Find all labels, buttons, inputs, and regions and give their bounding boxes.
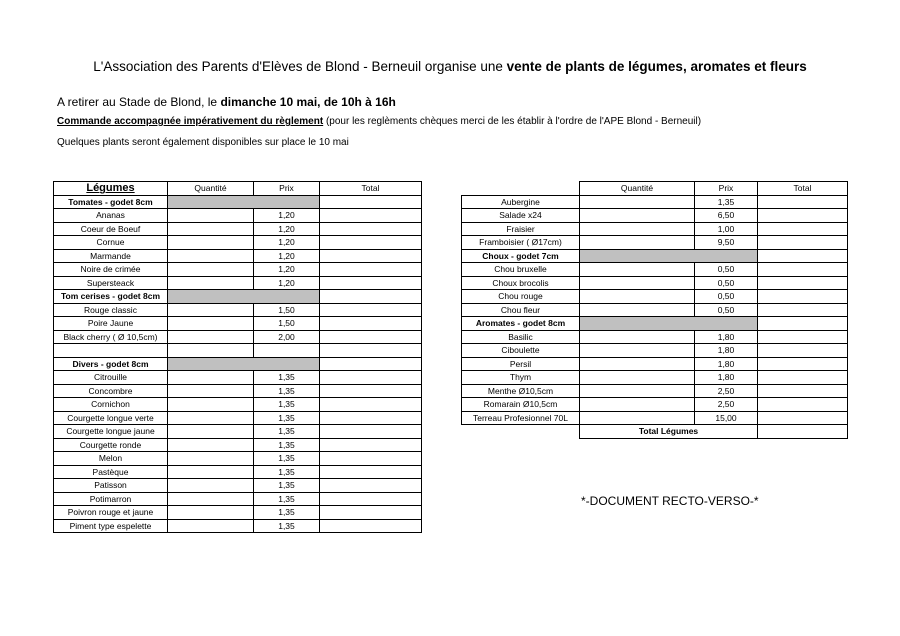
- section-label: Tomates - godet 8cm: [54, 195, 168, 209]
- item-name: [54, 344, 168, 358]
- table-row: [54, 384, 422, 398]
- item-name: Marmande: [54, 249, 168, 263]
- table-row: [462, 344, 848, 358]
- table-row: [54, 249, 422, 263]
- price-cell: 1,20: [254, 222, 320, 236]
- quantity-cell[interactable]: [168, 344, 254, 358]
- quantity-cell[interactable]: [580, 195, 695, 209]
- table-row: [462, 263, 848, 277]
- item-name: Poivron rouge et jaune: [54, 506, 168, 520]
- price-cell: 0,50: [695, 290, 758, 304]
- item-name: Piment type espelette: [54, 519, 168, 533]
- item-name: Cornue: [54, 236, 168, 250]
- table-row: [54, 236, 422, 250]
- total-cell[interactable]: [758, 276, 848, 290]
- section-fill: [580, 317, 758, 331]
- item-name: Chou bruxelle: [462, 263, 580, 277]
- quantity-cell[interactable]: [168, 411, 254, 425]
- item-name: Black cherry ( Ø 10,5cm): [54, 330, 168, 344]
- item-name: Salade x24: [462, 209, 580, 223]
- blank-cell: [462, 425, 580, 439]
- section-fill: [168, 195, 320, 209]
- quantity-cell[interactable]: [168, 519, 254, 533]
- column-header: Total: [758, 182, 848, 196]
- quantity-cell[interactable]: [580, 344, 695, 358]
- item-name: Coeur de Boeuf: [54, 222, 168, 236]
- total-cell[interactable]: [320, 519, 422, 533]
- price-cell: 2,00: [254, 330, 320, 344]
- section-row: [462, 317, 848, 331]
- quantity-cell[interactable]: [168, 506, 254, 520]
- total-cell[interactable]: [758, 357, 848, 371]
- price-cell: [254, 344, 320, 358]
- total-cell[interactable]: [758, 344, 848, 358]
- total-cell[interactable]: [758, 411, 848, 425]
- grand-total-cell[interactable]: [758, 425, 848, 439]
- price-cell: 0,50: [695, 263, 758, 277]
- total-cell[interactable]: [320, 492, 422, 506]
- quantity-cell[interactable]: [168, 276, 254, 290]
- total-cell[interactable]: [320, 303, 422, 317]
- table-header-row: [54, 182, 422, 196]
- total-cell[interactable]: [320, 371, 422, 385]
- quantity-cell[interactable]: [168, 384, 254, 398]
- price-cell: 1,35: [254, 492, 320, 506]
- item-name: Romarain Ø10,5cm: [462, 398, 580, 412]
- table-row: [54, 492, 422, 506]
- price-cell: 1,50: [254, 303, 320, 317]
- price-cell: 0,50: [695, 303, 758, 317]
- quantity-cell[interactable]: [168, 249, 254, 263]
- item-name: Courgette longue jaune: [54, 425, 168, 439]
- table-row: [462, 222, 848, 236]
- vegetables-order-table: [53, 181, 422, 533]
- table-row: [462, 411, 848, 425]
- price-cell: 1,35: [254, 425, 320, 439]
- price-cell: 1,00: [695, 222, 758, 236]
- quantity-cell[interactable]: [168, 492, 254, 506]
- total-cell[interactable]: [320, 465, 422, 479]
- section-label: Tom cerises - godet 8cm: [54, 290, 168, 304]
- quantity-cell[interactable]: [580, 371, 695, 385]
- section-row: [54, 290, 422, 304]
- price-cell: 1,35: [254, 398, 320, 412]
- item-name: Framboisier ( Ø17cm): [462, 236, 580, 250]
- table-row: [462, 209, 848, 223]
- item-name: Pastèque: [54, 465, 168, 479]
- table-row: [54, 519, 422, 533]
- quantity-cell[interactable]: [168, 263, 254, 277]
- section-fill: [580, 249, 758, 263]
- total-cell[interactable]: [320, 330, 422, 344]
- total-cell[interactable]: [320, 384, 422, 398]
- column-header: Quantité: [580, 182, 695, 196]
- total-cell[interactable]: [758, 398, 848, 412]
- table-row: [54, 398, 422, 412]
- section-row: [54, 357, 422, 371]
- table-row: [54, 330, 422, 344]
- item-name: Menthe Ø10,5cm: [462, 384, 580, 398]
- column-header: Légumes: [54, 182, 168, 196]
- item-name: Ciboulette: [462, 344, 580, 358]
- table-row: [462, 276, 848, 290]
- price-cell: 2,50: [695, 398, 758, 412]
- column-header: Quantité: [168, 182, 254, 196]
- price-cell: 1,35: [254, 452, 320, 466]
- quantity-cell[interactable]: [168, 371, 254, 385]
- section-fill: [168, 357, 320, 371]
- pickup-info: A retirer au Stade de Blond, le dimanche 10 mai, de 10h à 16h: [57, 95, 396, 109]
- price-cell: 0,50: [695, 276, 758, 290]
- quantity-cell[interactable]: [168, 438, 254, 452]
- price-cell: 1,80: [695, 344, 758, 358]
- quantity-cell[interactable]: [580, 222, 695, 236]
- item-name: Noire de crimée: [54, 263, 168, 277]
- availability-note: Quelques plants seront également disponibles sur place le 10 mai: [57, 137, 349, 148]
- quantity-cell[interactable]: [168, 222, 254, 236]
- total-cell[interactable]: [758, 195, 848, 209]
- section-label: Choux - godet 7cm: [462, 249, 580, 263]
- table-row: [54, 263, 422, 277]
- quantity-cell[interactable]: [580, 276, 695, 290]
- total-cell[interactable]: [758, 209, 848, 223]
- item-name: Choux brocolis: [462, 276, 580, 290]
- item-name: Courgette longue verte: [54, 411, 168, 425]
- total-cell[interactable]: [758, 222, 848, 236]
- table-row: [54, 438, 422, 452]
- quantity-cell[interactable]: [580, 303, 695, 317]
- column-header: Total: [320, 182, 422, 196]
- quantity-cell[interactable]: [580, 411, 695, 425]
- price-cell: 1,35: [254, 506, 320, 520]
- column-header: [462, 182, 580, 196]
- total-cell[interactable]: [320, 411, 422, 425]
- item-name: Chou fleur: [462, 303, 580, 317]
- quantity-cell[interactable]: [168, 425, 254, 439]
- quantity-cell[interactable]: [580, 357, 695, 371]
- item-name: Courgette ronde: [54, 438, 168, 452]
- price-cell: 1,35: [254, 384, 320, 398]
- total-cell[interactable]: [320, 398, 422, 412]
- quantity-cell[interactable]: [580, 384, 695, 398]
- price-cell: 1,35: [254, 479, 320, 493]
- price-cell: 9,50: [695, 236, 758, 250]
- table-row: [54, 411, 422, 425]
- total-cell[interactable]: [320, 236, 422, 250]
- price-cell: 1,20: [254, 209, 320, 223]
- total-cell[interactable]: [320, 317, 422, 331]
- table-row: [54, 425, 422, 439]
- price-cell: 1,20: [254, 263, 320, 277]
- item-name: Poire Jaune: [54, 317, 168, 331]
- quantity-cell[interactable]: [168, 452, 254, 466]
- total-cell[interactable]: [758, 303, 848, 317]
- table-row: [54, 222, 422, 236]
- total-cell[interactable]: [758, 317, 848, 331]
- section-label: Divers - godet 8cm: [54, 357, 168, 371]
- price-cell: 1,20: [254, 236, 320, 250]
- quantity-cell[interactable]: [168, 479, 254, 493]
- table-row: [462, 303, 848, 317]
- quantity-cell[interactable]: [580, 263, 695, 277]
- price-cell: 6,50: [695, 209, 758, 223]
- column-header: Prix: [254, 182, 320, 196]
- total-row: [462, 425, 848, 439]
- price-cell: 1,35: [695, 195, 758, 209]
- item-name: Terreau Profesionnel 70L: [462, 411, 580, 425]
- price-cell: 1,35: [254, 519, 320, 533]
- item-name: Cornichon: [54, 398, 168, 412]
- table-row: [462, 384, 848, 398]
- price-cell: 1,35: [254, 438, 320, 452]
- total-cell[interactable]: [320, 290, 422, 304]
- section-row: [54, 195, 422, 209]
- item-name: Melon: [54, 452, 168, 466]
- table-row: [54, 209, 422, 223]
- quantity-cell[interactable]: [580, 330, 695, 344]
- section-label: Aromates - godet 8cm: [462, 317, 580, 331]
- table-header-row: [462, 182, 848, 196]
- quantity-cell[interactable]: [168, 330, 254, 344]
- price-cell: 1,80: [695, 371, 758, 385]
- table-row: [462, 371, 848, 385]
- plants-order-table: [461, 181, 848, 439]
- item-name: Patisson: [54, 479, 168, 493]
- total-cell[interactable]: [320, 506, 422, 520]
- quantity-cell[interactable]: [168, 398, 254, 412]
- price-cell: 1,80: [695, 330, 758, 344]
- item-name: Concombre: [54, 384, 168, 398]
- item-name: Thym: [462, 371, 580, 385]
- total-cell[interactable]: [758, 263, 848, 277]
- order-info: Commande accompagnée impérativement du règlement (pour les reglèments chèques merci de les établir à l'ordre de l'APE Blond - Berneuil): [57, 116, 702, 127]
- table-row: [54, 465, 422, 479]
- item-name: Ananas: [54, 209, 168, 223]
- quantity-cell[interactable]: [168, 236, 254, 250]
- table-row: [54, 506, 422, 520]
- price-cell: 1,35: [254, 465, 320, 479]
- total-cell[interactable]: [320, 222, 422, 236]
- price-cell: 1,20: [254, 276, 320, 290]
- table-row: [54, 276, 422, 290]
- total-cell[interactable]: [320, 344, 422, 358]
- item-name: Persil: [462, 357, 580, 371]
- price-cell: 1,80: [695, 357, 758, 371]
- total-cell[interactable]: [758, 236, 848, 250]
- total-cell[interactable]: [758, 290, 848, 304]
- quantity-cell[interactable]: [580, 236, 695, 250]
- total-cell[interactable]: [320, 249, 422, 263]
- table-row: [54, 317, 422, 331]
- quantity-cell[interactable]: [580, 398, 695, 412]
- total-cell[interactable]: [758, 249, 848, 263]
- quantity-cell[interactable]: [580, 209, 695, 223]
- item-name: Potimarron: [54, 492, 168, 506]
- quantity-cell[interactable]: [168, 303, 254, 317]
- total-cell[interactable]: [320, 209, 422, 223]
- item-name: Rouge classic: [54, 303, 168, 317]
- item-name: Basilic: [462, 330, 580, 344]
- price-cell: 1,35: [254, 371, 320, 385]
- quantity-cell[interactable]: [580, 290, 695, 304]
- item-name: Citrouille: [54, 371, 168, 385]
- total-cell[interactable]: [758, 384, 848, 398]
- recto-verso-note: *-DOCUMENT RECTO-VERSO-*: [581, 494, 759, 508]
- price-cell: 1,35: [254, 411, 320, 425]
- item-name: Supersteack: [54, 276, 168, 290]
- table-row: [462, 357, 848, 371]
- total-cell[interactable]: [758, 371, 848, 385]
- table-row: [462, 236, 848, 250]
- price-cell: 2,50: [695, 384, 758, 398]
- item-name: Chou rouge: [462, 290, 580, 304]
- total-cell[interactable]: [320, 276, 422, 290]
- table-row: [54, 452, 422, 466]
- page-title: L'Association des Parents d'Elèves de Blond - Berneuil organise une vente de plants de légumes, aromates et fleurs: [93, 59, 807, 74]
- quantity-cell[interactable]: [168, 317, 254, 331]
- section-fill: [168, 290, 320, 304]
- total-cell[interactable]: [320, 452, 422, 466]
- total-cell[interactable]: [320, 479, 422, 493]
- item-name: Aubergine: [462, 195, 580, 209]
- price-cell: 15,00: [695, 411, 758, 425]
- table-row: [54, 371, 422, 385]
- grand-total-label: Total Légumes: [580, 425, 758, 439]
- quantity-cell[interactable]: [168, 465, 254, 479]
- table-row: [462, 290, 848, 304]
- total-cell[interactable]: [320, 425, 422, 439]
- table-row: [462, 195, 848, 209]
- quantity-cell[interactable]: [168, 209, 254, 223]
- price-cell: 1,20: [254, 249, 320, 263]
- total-cell[interactable]: [320, 263, 422, 277]
- table-row: [54, 344, 422, 358]
- price-cell: 1,50: [254, 317, 320, 331]
- item-name: Fraisier: [462, 222, 580, 236]
- column-header: Prix: [695, 182, 758, 196]
- table-row: [462, 398, 848, 412]
- total-cell[interactable]: [758, 330, 848, 344]
- total-cell[interactable]: [320, 438, 422, 452]
- table-row: [462, 330, 848, 344]
- table-row: [54, 479, 422, 493]
- table-row: [54, 303, 422, 317]
- total-cell[interactable]: [320, 195, 422, 209]
- total-cell[interactable]: [320, 357, 422, 371]
- section-row: [462, 249, 848, 263]
